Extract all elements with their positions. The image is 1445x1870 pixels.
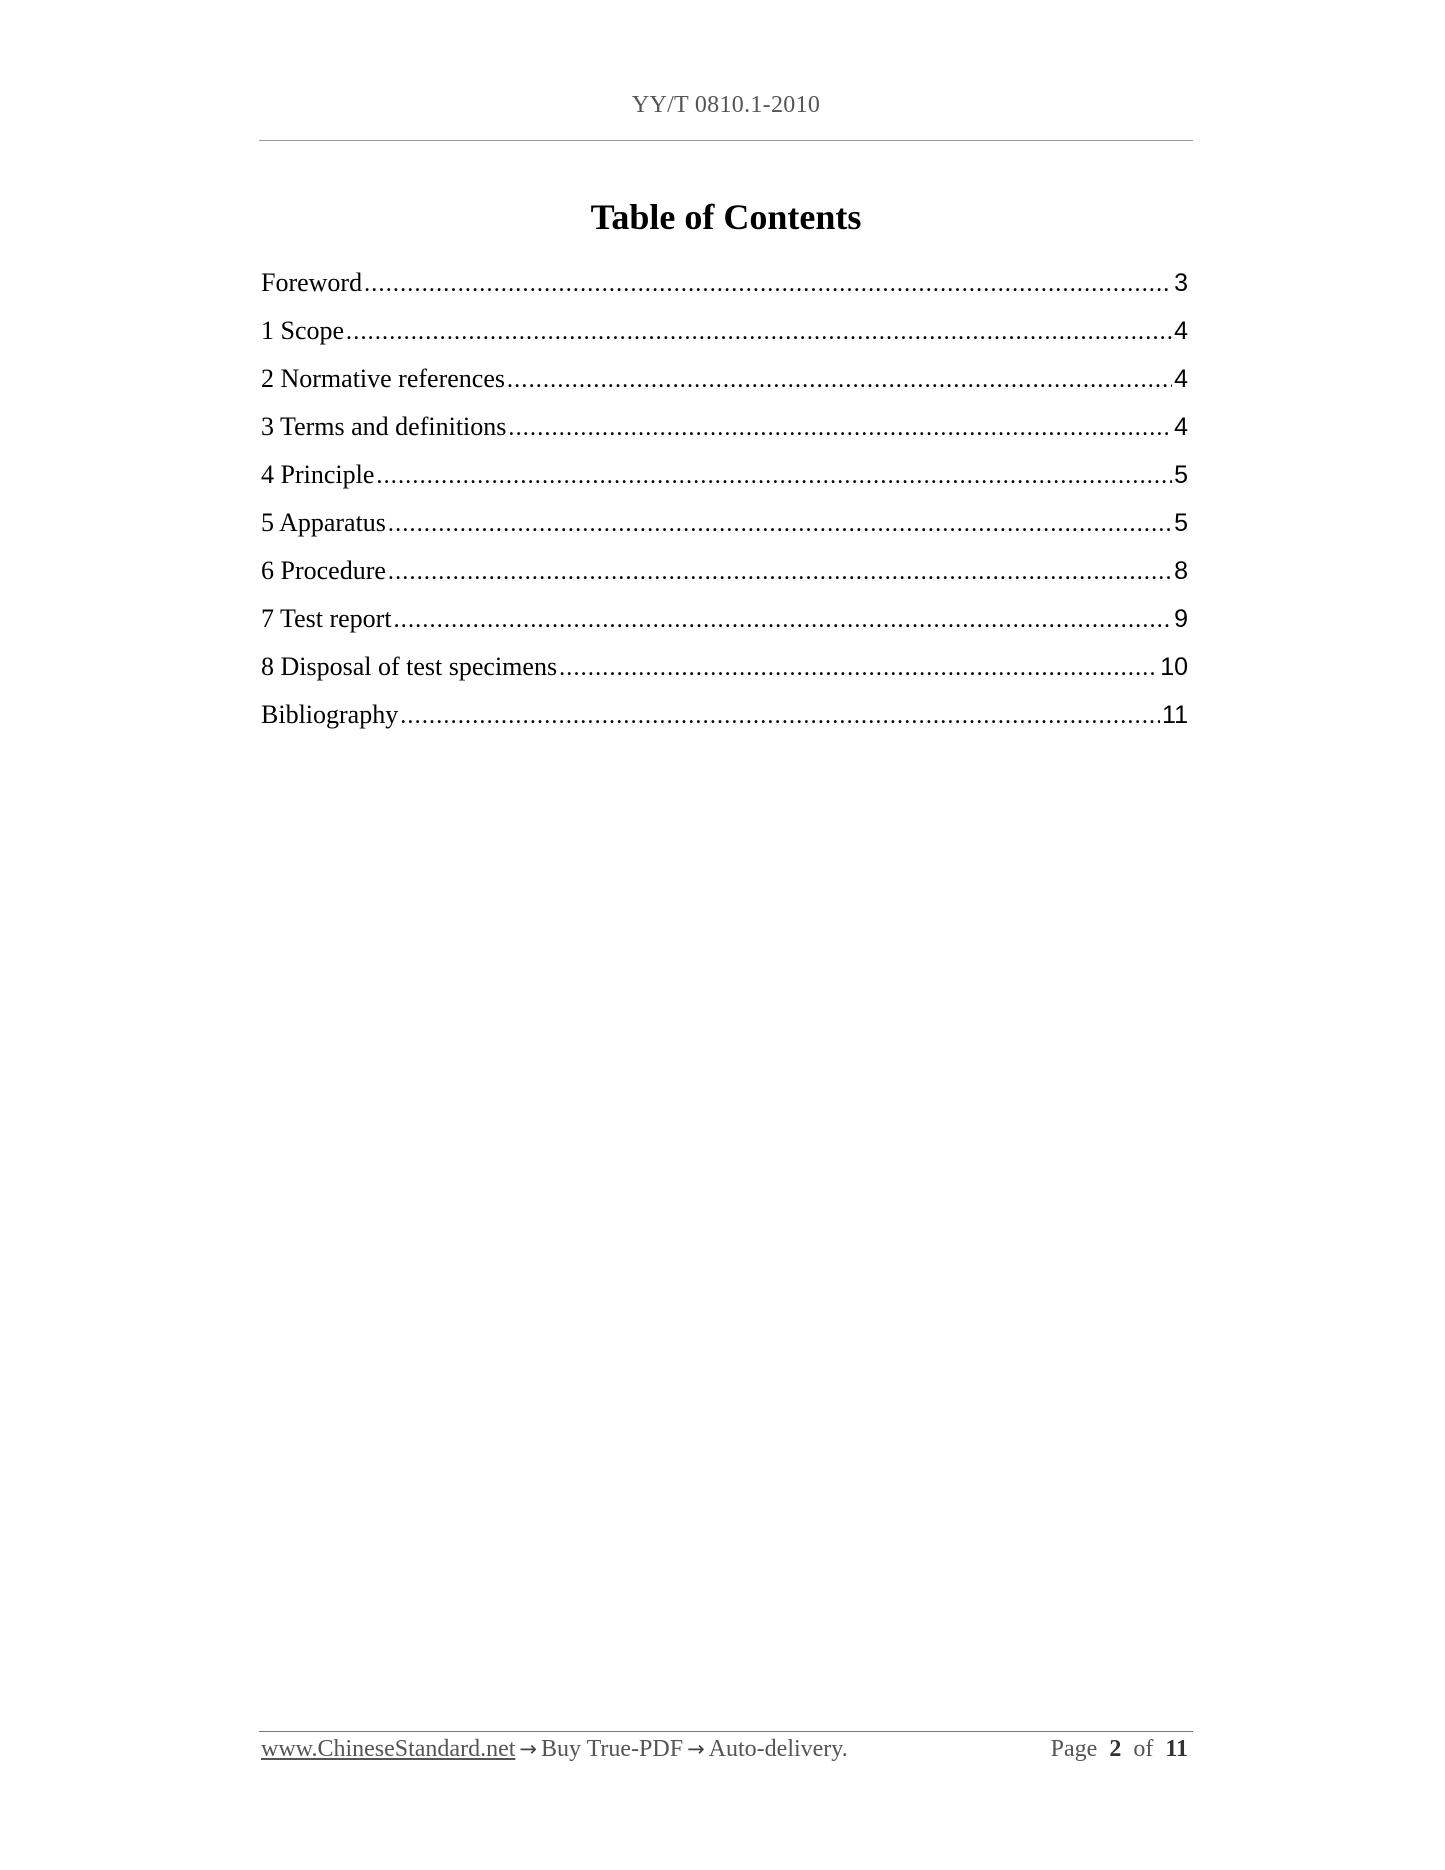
site-link[interactable]: www.ChineseStandard.net [261, 1736, 516, 1762]
toc-entry-principle[interactable] [261, 455, 1188, 503]
current-page-number: 2 [1109, 1736, 1122, 1762]
toc-entry-apparatus[interactable] [261, 503, 1188, 551]
toc-dot-leader [376, 456, 1172, 496]
footer-promo [261, 1736, 848, 1763]
toc-entry-page: 3 [1174, 269, 1188, 297]
toc-entry-terms-and-definitions[interactable] [261, 407, 1188, 455]
toc-entry-page: 5 [1174, 461, 1188, 489]
toc-entry-normative-references[interactable] [261, 359, 1188, 407]
page-header-standard-code: YY/T 0810.1-2010 [631, 92, 821, 118]
page-number [1051, 1736, 1188, 1763]
toc-entry-page: 4 [1174, 413, 1188, 441]
toc-entry-page: 11 [1162, 701, 1188, 729]
toc-entry-disposal-of-test-specimens[interactable] [261, 647, 1188, 695]
toc-entry-bibliography[interactable] [261, 695, 1188, 743]
toc-dot-leader [507, 360, 1172, 400]
toc-dot-leader [346, 312, 1172, 352]
toc-entry-page: 9 [1174, 605, 1188, 633]
footer-step-buy: Buy True-PDF [541, 1736, 684, 1762]
toc-entry-label: 8 Disposal of test specimens [261, 652, 558, 681]
toc-entry-label: 4 Principle [261, 460, 375, 489]
arrow-right-icon: → [687, 1737, 705, 1761]
of-word: of [1133, 1736, 1154, 1762]
toc-title: Table of Contents [590, 197, 862, 237]
toc-dot-leader [388, 504, 1172, 544]
footer-step-delivery: Auto-delivery. [708, 1736, 848, 1762]
toc-entry-page: 4 [1174, 317, 1188, 345]
toc-dot-leader [400, 696, 1160, 736]
header-divider [259, 140, 1193, 141]
toc-entry-label: 5 Apparatus [261, 508, 386, 537]
toc-entry-foreword[interactable] [261, 263, 1188, 311]
toc-dot-leader [364, 264, 1172, 304]
total-pages-number: 11 [1165, 1736, 1188, 1762]
page-word: Page [1050, 1736, 1098, 1762]
toc-entry-label: 7 Test report [261, 604, 392, 633]
page-footer [261, 1736, 1188, 1772]
toc-entry-page: 4 [1174, 365, 1188, 393]
toc-entry-label: 3 Terms and definitions [261, 412, 507, 441]
toc-entry-page: 8 [1174, 557, 1188, 585]
toc-list [261, 263, 1188, 743]
toc-entry-test-report[interactable] [261, 599, 1188, 647]
toc-dot-leader [394, 600, 1173, 640]
toc-dot-leader [559, 648, 1158, 688]
toc-entry-procedure[interactable] [261, 551, 1188, 599]
toc-entry-page: 10 [1160, 653, 1188, 681]
toc-entry-scope[interactable] [261, 311, 1188, 359]
toc-dot-leader [388, 552, 1172, 592]
toc-entry-label: Bibliography [261, 700, 399, 729]
footer-divider [259, 1731, 1193, 1732]
toc-entry-label: 1 Scope [261, 316, 345, 345]
toc-dot-leader [508, 408, 1172, 448]
toc-entry-label: Foreword [261, 268, 363, 297]
arrow-right-icon: → [519, 1737, 537, 1761]
toc-entry-page: 5 [1174, 509, 1188, 537]
toc-entry-label: 2 Normative references [261, 364, 505, 393]
toc-entry-label: 6 Procedure [261, 556, 386, 585]
